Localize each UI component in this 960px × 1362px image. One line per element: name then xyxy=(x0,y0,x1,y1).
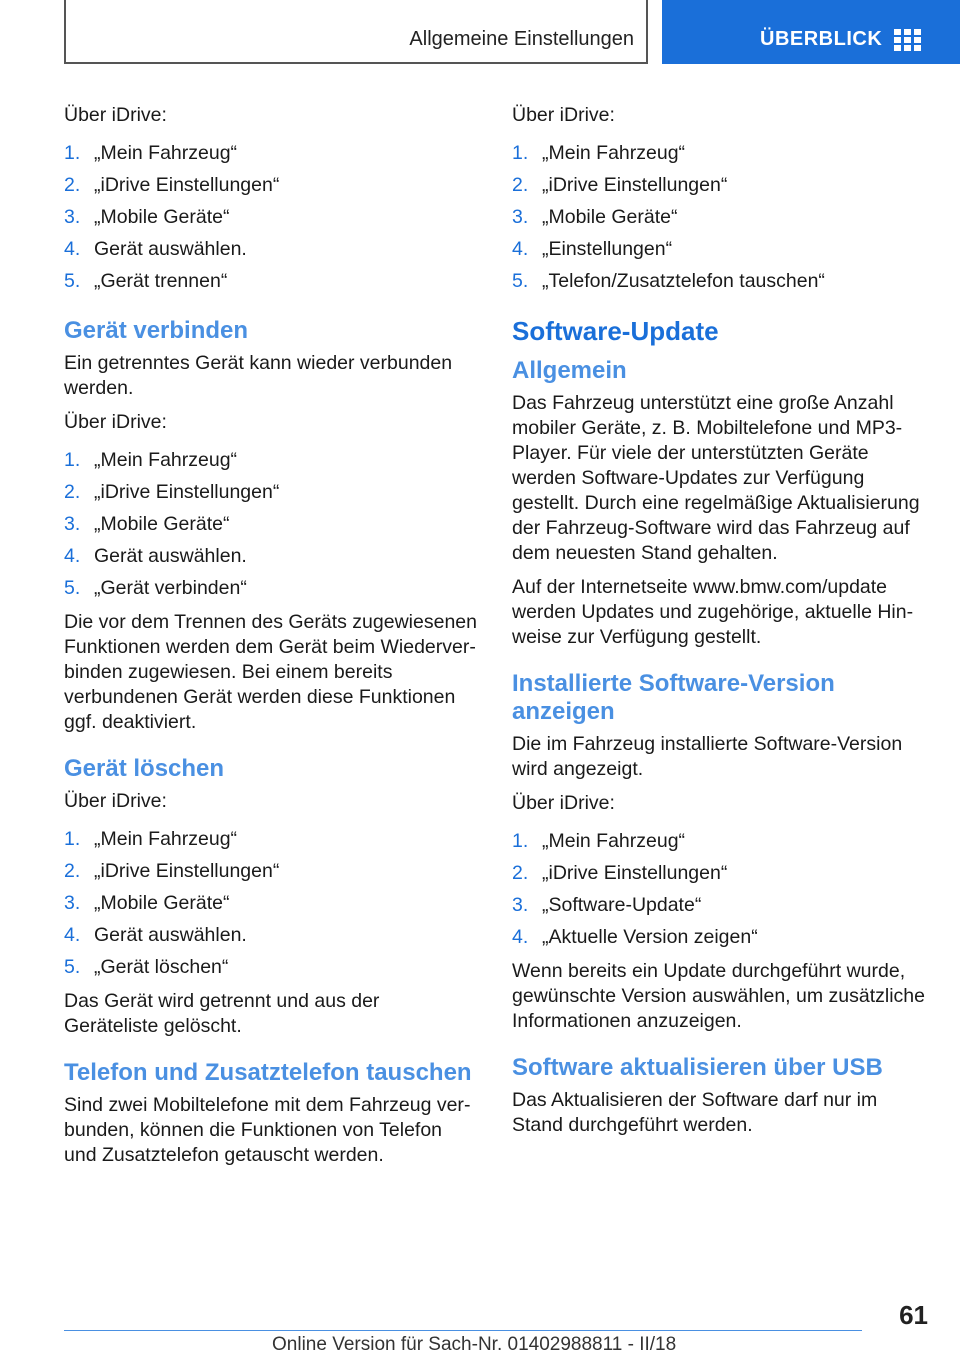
list-item: 4. Gerät auswählen. xyxy=(64,924,247,946)
heading-allgemein: Allgemein xyxy=(512,357,627,384)
list-item: 3. „Mobile Geräte“ xyxy=(64,892,230,914)
steps-list-trennen xyxy=(64,137,479,297)
list-item: 4. „Einstellungen“ xyxy=(512,238,673,260)
list-item: 2. „iDrive Einstellungen“ xyxy=(512,174,728,196)
paragraph: Die im Fahrzeug installierte Software-Version wird angezeigt. xyxy=(512,733,903,780)
list-item: 4. Gerät auswählen. xyxy=(64,545,247,567)
header-section-box xyxy=(64,0,648,64)
steps-list-loeschen xyxy=(64,823,479,983)
paragraph: Auf der Internetseite www.bmw.com/update werden Updates und zugehörige, aktuelle Hinweise zur Verfügung gestellt. xyxy=(512,576,914,648)
page-number: 61 xyxy=(899,1300,928,1330)
right-column xyxy=(512,103,927,1147)
paragraph: Über iDrive: xyxy=(512,104,615,126)
list-item: 1. „Mein Fahrzeug“ xyxy=(64,142,238,164)
paragraph: Die vor dem Trennen des Geräts zugewiesenen Funktionen werden dem Gerät beim Wiederverbinden zugewiesen. Bei einem bereits verbundenen Gerät werden diese Funktionen ggf. deaktiviert. xyxy=(64,611,477,733)
paragraph: Sind zwei Mobiltelefone mit dem Fahrzeug verbunden, können die Funktionen von Telefon und Zusatztelefon getauscht werden. xyxy=(64,1094,471,1166)
paragraph: Über iDrive: xyxy=(64,104,167,126)
list-item: 2. „iDrive Einstellungen“ xyxy=(64,860,280,882)
heading-usb-update: Software aktualisieren über USB xyxy=(512,1054,883,1081)
steps-list-version xyxy=(512,825,927,953)
footer-text: Online Version für Sach-Nr. 01402988811 - II/18 xyxy=(272,1334,677,1355)
list-item: 3. „Mobile Geräte“ xyxy=(512,206,678,228)
grid-menu-icon[interactable] xyxy=(894,29,922,51)
list-item: 1. „Mein Fahrzeug“ xyxy=(64,449,238,471)
list-item: 3. „Mobile Geräte“ xyxy=(64,206,230,228)
list-item: 4. Gerät auswählen. xyxy=(64,238,247,260)
list-item: 5. „Gerät trennen“ xyxy=(64,270,228,292)
left-column xyxy=(64,103,479,1177)
paragraph: Über iDrive: xyxy=(64,411,167,433)
list-item: 3. „Software-Update“ xyxy=(512,894,702,916)
list-item: 5. „Telefon/Zusatztelefon tauschen“ xyxy=(512,270,825,292)
heading-installierte-version: Installierte Software-Version anzeigen xyxy=(512,670,835,725)
paragraph: Ein getrenntes Gerät kann wieder verbunden werden. xyxy=(64,352,453,399)
overview-tab-label: ÜBERBLICK xyxy=(760,28,883,50)
paragraph: Wenn bereits ein Update durchgeführt wurde, gewünschte Version auswählen, um zusätzliche Informationen anzuzeigen. xyxy=(512,960,925,1032)
list-item: 5. „Gerät löschen“ xyxy=(64,956,229,978)
list-item: 5. „Gerät verbinden“ xyxy=(64,577,247,599)
list-item: 3. „Mobile Geräte“ xyxy=(64,513,230,535)
heading-telefon-tauschen: Telefon und Zusatztelefon tauschen xyxy=(64,1059,472,1086)
list-item: 1. „Mein Fahrzeug“ xyxy=(512,142,686,164)
steps-list-tauschen xyxy=(512,137,927,297)
heading-geraet-loeschen: Gerät löschen xyxy=(64,755,225,782)
list-item: 2. „iDrive Einstellungen“ xyxy=(512,862,728,884)
list-item: 1. „Mein Fahrzeug“ xyxy=(512,830,686,852)
paragraph: Das Aktualisieren der Software darf nur im Stand durchgeführt werden. xyxy=(512,1089,878,1136)
overview-tab[interactable] xyxy=(662,0,960,64)
list-item: 1. „Mein Fahrzeug“ xyxy=(64,828,238,850)
steps-list-verbinden xyxy=(64,444,479,604)
paragraph: Das Gerät wird getrennt und aus der Geräteliste gelöscht. xyxy=(64,990,380,1037)
footer-divider xyxy=(64,1330,862,1331)
paragraph: Über iDrive: xyxy=(64,790,167,812)
heading-software-update: Software-Update xyxy=(512,316,719,346)
list-item: 4. „Aktuelle Version zeigen“ xyxy=(512,926,758,948)
section-title: Allgemeine Einstellungen xyxy=(409,28,634,50)
list-item: 2. „iDrive Einstellungen“ xyxy=(64,481,280,503)
paragraph: Über iDrive: xyxy=(512,792,615,814)
paragraph: Das Fahrzeug unterstützt eine große Anzahl mobiler Geräte, z. B. Mobiltelefone und MP3-Player. Für viele der unterstützten Geräte werden Software-Updates zur Verfügung gestellt. Durch eine regelmäßige Aktualisierung der Fahrzeug-Software wird das Fahrzeug auf dem neuesten Stand gehalten. xyxy=(512,392,920,564)
heading-geraet-verbinden: Gerät verbinden xyxy=(64,317,249,344)
list-item: 2. „iDrive Einstellungen“ xyxy=(64,174,280,196)
